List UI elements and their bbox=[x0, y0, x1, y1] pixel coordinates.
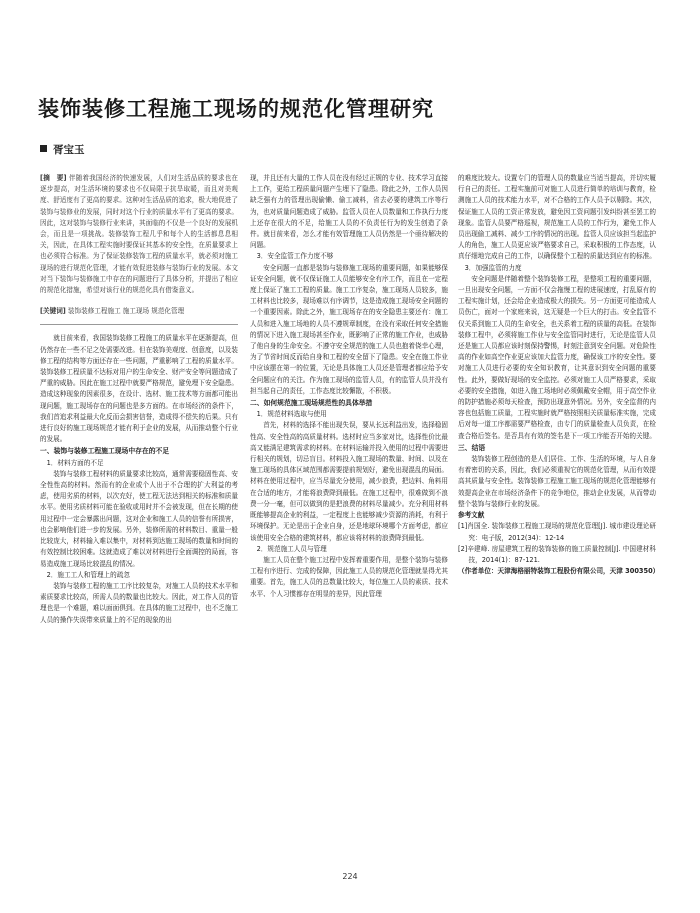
section-heading: 一、装饰与装修工程施工现场中存在的不足 bbox=[40, 447, 170, 456]
abstract bbox=[40, 173, 238, 296]
keywords-label: [关键词] bbox=[40, 307, 66, 316]
paragraph: 装饰装修工程创造的是人们居住、工作、生活的环境，与人自身有着密切的关系，因此，我们必须重视它的规范化管理，从而有效提高其质量与安全性。装饰装修工程施工施工现场的规范化管理能够有效提高企业在市场经济条件下的竞争地位，推动企业发展，从而带动整个装饰与装修行业的发展。 bbox=[458, 455, 656, 508]
column-2 bbox=[250, 173, 448, 600]
page-title: 装饰装修工程施工现场的规范化管理研究 bbox=[38, 97, 434, 121]
author-name: 胥宝玉 bbox=[53, 144, 85, 156]
section-heading: 二、如何规范施工现场规范性的具体举措 bbox=[250, 399, 373, 408]
divider bbox=[40, 324, 238, 325]
subsection-heading: 1．规范材料选取与使用 bbox=[256, 410, 327, 419]
paragraph: 安全问题一直都是装饰与装修施工现场的重要问题，如果能够保证安全问题，就不仅保证施工人员能够安全有序工作，而且在一定程度上保证了施工工程的质量。施工工序复杂，施工现场人员较多，施工材料也比较多，现场难以有序调节，这是造成施工现场安全问题的一个重要因素。除此之外，施工现场存在的安全隐患主要还有：施工人员和进入施工场地的人员不遵规章制度，在没有采取任何安全措施的情况下进入施工现场甚至作业，既影响了正常的施工作业，也威胁了他自身的生命安全。不遵守安全规范的施工人员也抱着侥幸心理，为了节省时间反而给自身和工程的安全留下了隐患。安全在施工作业中应该摆在第一的位置，无论是具体施工人员还是管理者都应给予安全问题应有的关注。作为施工现场的监管人员，有的监管人员并没有担当起自己的责任，工作态度比较懈散，不积极。 bbox=[250, 263, 448, 395]
subsection-heading: 3．安全监管工作力度不够 bbox=[256, 252, 334, 261]
column-1 bbox=[40, 173, 238, 626]
page-number: 224 bbox=[342, 872, 358, 881]
paragraph: 装饰与装修工程材料的质量要求比较高，通常需要稳固性高、安全性性高的材料。然而有的企业或个人出于不合理的扩大利益的考虑，使用劣质的材料，以次充好，使工程无法达到相关的标准和质量水平。使用劣质材料可能在验收或用时并不会被发现，但在长期的使用过程中一定会暴露出问题，这对企业和施工人员的信誉有所损害，也会影响他们进一步的发展。另外，装修所需的材料数目、重量一般比较庞大，材料输入难以集中，对材料到达施工现场的数量和时间的有效控制比较困难。这就造成了难以对材料进行全面调控的局面，容易造成施工现场比较混乱的情况。 bbox=[40, 469, 238, 568]
reference-item: [2]辛建峰. 房屋建筑工程的装饰装修的施工质量控制[J]. 中国建材科技，2014(1)：87-121. bbox=[458, 544, 656, 564]
subsection-heading: 1．材料方面的不足 bbox=[46, 458, 104, 467]
section-heading: 三、结语 bbox=[458, 443, 486, 452]
paragraph: 施工人员在整个施工过程中发挥着重要作用，是整个装饰与装修工程有序进行、完成的保障，因此施工人员的规范化管理就显得尤其重要。首先，施工人员的总数量比较大，每位施工人员的素质、技术水平、个人习惯都存在明显的差异，因此管理 bbox=[250, 555, 448, 598]
paragraph: 装饰与装修工程的施工工序比较复杂，对施工人员的技术水平和素质要求比较高，所需人员的数量也比较大。因此，对工作人员的管理也是一个难题，难以面面俱到。在具体的施工过程中，也不乏施工人员的操作失误带来质量上的不足的现象的出 bbox=[40, 581, 238, 624]
paragraph: 现，并且还有大量的工作人员在没有经过正规的专业、技术学习直接上工作，更给工程质量问题产生埋下了隐患。除此之外，工作人员因缺乏强有力的管理出现偷懒、偷工减料，省去必要的建筑工序等行为，也对质量问题造成了威胁。监管人员在人员数量和工作执行力度上还存在很大的不足，给施工人员的不负责任行为的发生创造了条件。就目前来看，怎么才能有效管理施工人员仍然是一个亟待解决的问题。 bbox=[250, 174, 448, 250]
author-line bbox=[40, 142, 85, 157]
subsection-heading: 2．施工工人和管理上的疏忽 bbox=[46, 570, 130, 579]
abstract-text: 伴随着我国经济的快速发展，人们对生活品质的要求也在逐步提高，对生活环境的要求也不仅局限于抗旱取暖，而且对美观度、舒适度有了更高的要求。这种对生活品质的追求，极大地促进了装饰与装修业的发展，同时对这个行业的质量水平有了更高的要求。因此，这对装饰与装修行业来讲，其面临的不仅是一个良好的发展机会，而且是一项挑战。装修装饰工程几乎和每个人的生活都息息相关，因此，在具体工程实施时要保证其基本的安全性，在质量要求上也必须符合标准。为了保证装修装饰工程的质量水平，就必须对施工现场的进行规范化管理，才能有效促进装修与装饰行业的发展。本文对当下装饰与装修施工中存在的问题进行了具体分析，并提出了相应的规范化措施，希望对该行业的规范化具有借鉴意义。 bbox=[40, 174, 238, 295]
author-affiliation: （作者单位：天津海格丽特装饰工程股份有限公司，天津 300350） bbox=[458, 567, 660, 576]
paragraph: 安全问题是伴随着整个装饰装修工程，是整项工程的重要问题，一旦出现安全问题，一方面不仅会拖慢工程的进展速度，打乱原有的工程实施计划，还会给企业造成极大的损失。另一方面更可能造成人员伤亡，面对一个家庭来说，这无疑是一个巨大的打击。安全监管不仅关系到施工人员的生命安全，也关系着工程的质量的高低。在装饰装修工程中，必须将施工作业与安全监管同时进行，无论是监管人员还是施工人员都应该时刻保持警惕，时刻注意到安全问题。对危险性高的作业如高空作业更应该加大监管力度，确保该工序的安全性。要对施工人员进行必要的安全知识教育，让其意识到安全问题的重要性。此外，要做好现场的安全监控。必须对施工人员严格要求，采取必要的安全措施，如进入施工场地时必须佩戴安全帽，用于高空作业的防护措施必须每天检查，预防出现意外情况。另外，安全监督的内容也包括施工质量，工程实施时就严格按照相关质量标准实施，完成后对每一道工序都需要严格检查，由专门的质量检查人员负责，在检查合格后签名。是否具有有效的签名是下一项工序能否开始的关键。 bbox=[458, 274, 656, 440]
paragraph: 首先，材料的选择不能出现失误，要从长远利益出发，选择稳固性高、安全性高的高质量材料。选材时应当多家对比，选择性价比最高又能满足建筑需求的材料。在材料运输并投入使用的过程中需要进行相关的规划，切忌盲目。材料投入施工现场的数量、时间、以及在施工现场的具体区域范围都需要提前规划好，避免出现混乱的局面。材料在使用过程中，应当尽量充分使用，减少浪费，把边料、角料用在合适的地方，才能将浪费降到最低。在施工过程中，很难做到不浪费一分一毫，但可以做到的是把浪费的材料尽量减少。充分利用材料既能够提高企业的利益，一定程度上也能够减少资源的消耗，有利于环境保护。无论是出于企业自身，还是地球环境哪个方面考虑，都应该使用安全合格的建筑材料，都应该将材料的浪费降到最低。 bbox=[250, 421, 448, 542]
references-title: 参考文献 bbox=[458, 511, 485, 520]
reference-item: [1]肖国全. 装饰装修工程施工现场的规范化管理[J]. 城市建设理论研究：电子版，2012(34)：12-14 bbox=[458, 522, 656, 542]
subsection-heading: 3．加强监管的力度 bbox=[464, 263, 522, 272]
subsection-heading: 2．规范施工人员与管理 bbox=[256, 544, 327, 553]
keywords-text: 装饰装修工程施工 施工现场 规范化管理 bbox=[67, 307, 185, 316]
column-3 bbox=[458, 173, 660, 577]
keywords bbox=[40, 306, 238, 317]
square-bullet-icon bbox=[40, 145, 47, 152]
abstract-label: [摘 要] bbox=[40, 174, 67, 182]
paragraph: 就目前来看，我国装饰装修工程施工的质量水平在逐渐提高，但仍然存在一些不足之处需要改进。但在装饰美观度、创意度，以及装修工程的结构等方面还存在一些问题，严重影响了工程的质量水平。装饰装修工程质量不达标对用户的生命安全、财产安全等问题造成了严重的威胁。因此在施工过程中就要严格规范，避免埋下安全隐患。造成这种现象的因素很多，在设计、选材、施工技术等方面都可能出现问题，施工现场存在的问题也是多方面的。在市场经济的条件下，我们首追求利益最大化反而会损害信誉，造成得不偿失的后果。只有进行良好的施工现场规范才能有利于企业的发展，从而推动整个行业的发展。 bbox=[40, 334, 238, 444]
paragraph: 的难度比较大。设置专门的管理人员的数量应当适当提高，并切实履行自己的责任。工程实施前可对施工人员进行简单的培训与教育，检测施工人员的技术能力水平，对不合格的工作人员予以剔除。其次，保证施工人员的工资正常发放，避免因工资问题引发纠纷甚至罢工的现象。监管人员要严格巡视，规范施工人员的工作行为，避免工作人员出现偷工减料、减少工序的情况的出现。监管人员应该担当起监护人的角色，施工人员更应该严格要求自己，采取积极的工作态度，认真仔细地完成自己的工作，以确保整个工程的质量达到应有的标准。 bbox=[458, 174, 656, 261]
